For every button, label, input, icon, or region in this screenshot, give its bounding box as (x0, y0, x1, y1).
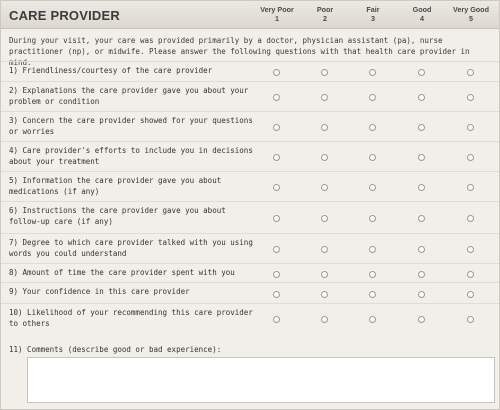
question-text: 5) Information the care provider gave you about medications (if any) (9, 176, 222, 196)
rating-radio-3[interactable] (369, 215, 376, 222)
rating-radio-3[interactable] (369, 184, 376, 191)
rating-radio-4[interactable] (418, 215, 425, 222)
question-row (1, 263, 499, 282)
rating-radio-2[interactable] (321, 94, 328, 101)
rating-radio-5[interactable] (467, 246, 474, 253)
question-text: 1) Friendliness/courtesy of the care provider (9, 66, 213, 75)
rating-radio-4[interactable] (418, 184, 425, 191)
rating-radio-5[interactable] (467, 94, 474, 101)
rating-radio-3[interactable] (369, 69, 376, 76)
scale-header-4 (399, 5, 445, 23)
rating-radio-3[interactable] (369, 271, 376, 278)
rating-radio-5[interactable] (467, 291, 474, 298)
rating-radio-5[interactable] (467, 316, 474, 323)
question-row (1, 233, 499, 263)
scale-value: 4 (420, 14, 424, 23)
rating-radio-3[interactable] (369, 154, 376, 161)
question-row (1, 303, 499, 333)
scale-label: Fair (366, 5, 380, 14)
comments-textarea[interactable] (27, 357, 495, 403)
rating-radio-1[interactable] (273, 184, 280, 191)
rating-radio-1[interactable] (273, 94, 280, 101)
question-text: 7) Degree to which care provider talked with you using words you could understand (9, 238, 253, 258)
rating-radio-2[interactable] (321, 215, 328, 222)
question-row (1, 141, 499, 171)
rating-radio-5[interactable] (467, 184, 474, 191)
rating-radio-4[interactable] (418, 291, 425, 298)
instructions-text: During your visit, your care was provided primarily by a doctor, physician assistant (pa), nurse practitioner (np), or midwife. Please answer the following questions with that health care provider in mind. (9, 36, 470, 67)
rating-radio-5[interactable] (467, 215, 474, 222)
scale-header-3 (350, 5, 396, 23)
rating-radio-4[interactable] (418, 124, 425, 131)
question-row (1, 111, 499, 141)
comments-label: 11) Comments (describe good or bad experience): (9, 345, 222, 354)
rating-radio-4[interactable] (418, 94, 425, 101)
rating-radio-3[interactable] (369, 291, 376, 298)
rating-radio-1[interactable] (273, 271, 280, 278)
rating-radio-1[interactable] (273, 154, 280, 161)
scale-label: Very Poor (260, 5, 294, 14)
question-text: 9) Your confidence in this care provider (9, 287, 190, 296)
scale-value: 3 (371, 14, 375, 23)
scale-value: 2 (323, 14, 327, 23)
rating-radio-3[interactable] (369, 94, 376, 101)
question-row (1, 282, 499, 303)
scale-label: Good (412, 5, 432, 14)
rating-radio-2[interactable] (321, 246, 328, 253)
scale-value: 1 (275, 14, 279, 23)
rating-radio-5[interactable] (467, 154, 474, 161)
scale-header-1 (254, 5, 300, 23)
rating-radio-4[interactable] (418, 271, 425, 278)
rating-radio-4[interactable] (418, 316, 425, 323)
rating-radio-3[interactable] (369, 246, 376, 253)
rating-radio-5[interactable] (467, 69, 474, 76)
rating-radio-5[interactable] (467, 271, 474, 278)
rating-radio-1[interactable] (273, 215, 280, 222)
question-text: 2) Explanations the care provider gave you about your problem or condition (9, 86, 249, 106)
rating-radio-5[interactable] (467, 124, 474, 131)
rating-radio-1[interactable] (273, 124, 280, 131)
question-text: 8) Amount of time the care provider spent with you (9, 268, 235, 277)
rating-radio-4[interactable] (418, 246, 425, 253)
rating-radio-2[interactable] (321, 124, 328, 131)
rating-radio-1[interactable] (273, 246, 280, 253)
scale-value: 5 (469, 14, 473, 23)
rating-radio-4[interactable] (418, 69, 425, 76)
rating-radio-4[interactable] (418, 154, 425, 161)
rating-radio-2[interactable] (321, 184, 328, 191)
rating-radio-1[interactable] (273, 316, 280, 323)
scale-label: Very Good (453, 5, 489, 14)
question-row (1, 81, 499, 111)
question-row (1, 201, 499, 233)
question-text: 6) Instructions the care provider gave you about follow-up care (if any) (9, 206, 226, 226)
question-text: 3) Concern the care provider showed for your questions or worries (9, 116, 253, 136)
rating-radio-2[interactable] (321, 154, 328, 161)
rating-radio-1[interactable] (273, 69, 280, 76)
question-row (1, 171, 499, 201)
question-text: 4) Care provider's efforts to include you in decisions about your treatment (9, 146, 253, 166)
rating-radio-3[interactable] (369, 124, 376, 131)
rating-radio-2[interactable] (321, 316, 328, 323)
question-row (1, 61, 499, 81)
rating-radio-2[interactable] (321, 291, 328, 298)
section-title: CARE PROVIDER (9, 8, 120, 23)
scale-label: Poor (316, 5, 334, 14)
rating-radio-2[interactable] (321, 69, 328, 76)
rating-radio-2[interactable] (321, 271, 328, 278)
section-header (1, 1, 499, 29)
rating-radio-1[interactable] (273, 291, 280, 298)
scale-header-2 (302, 5, 348, 23)
question-text: 10) Likelihood of your recommending this care provider to others (9, 308, 253, 328)
scale-header-5 (448, 5, 494, 23)
rating-radio-3[interactable] (369, 316, 376, 323)
